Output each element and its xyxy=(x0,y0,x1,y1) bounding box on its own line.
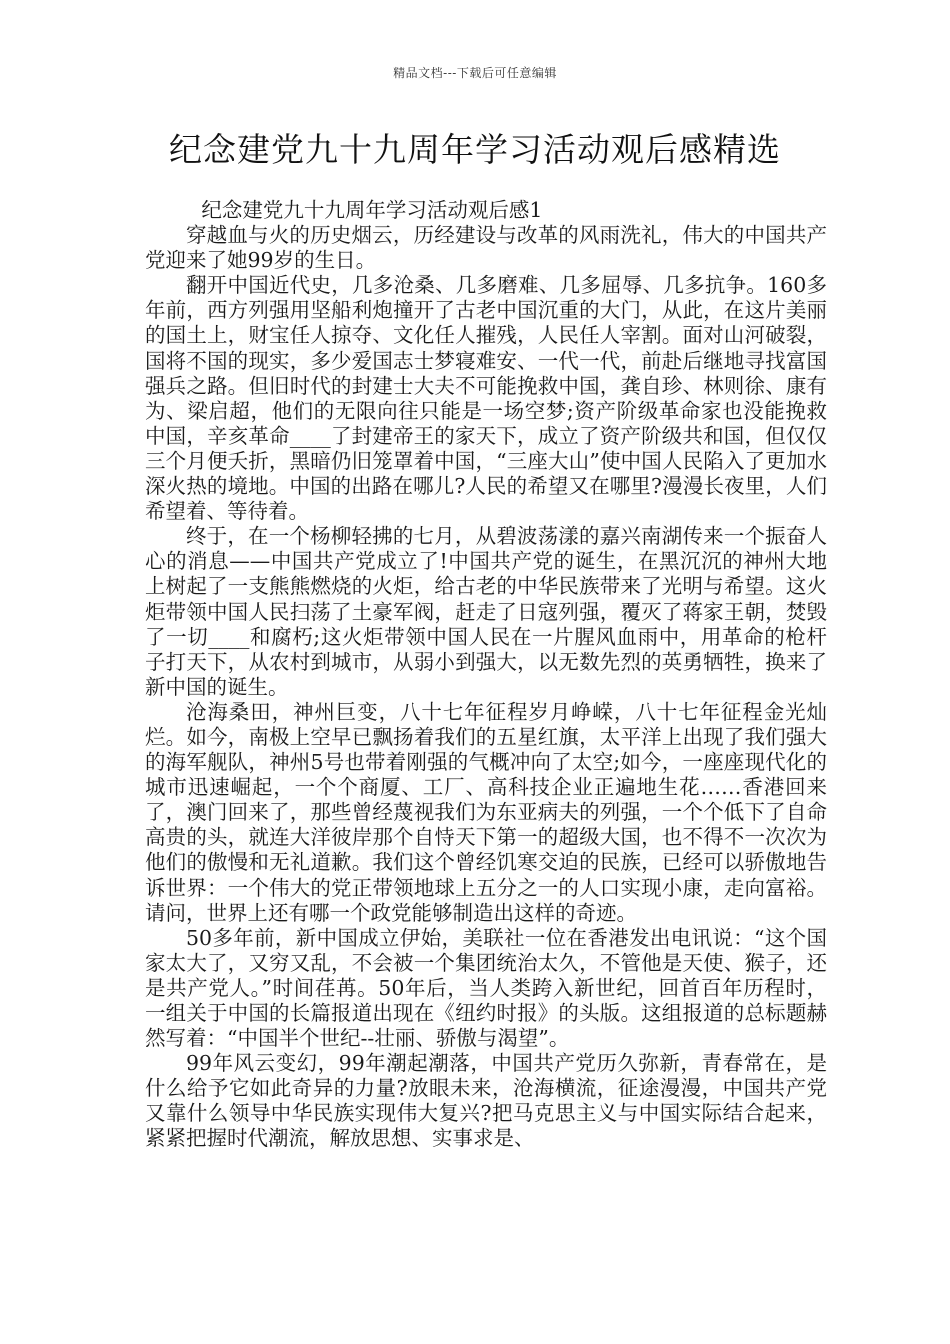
document-title: 纪念建党九十九周年学习活动观后感精选 xyxy=(169,130,781,169)
paragraph: 终于，在一个杨柳轻拂的七月，从碧波荡漾的嘉兴南湖传来一个振奋人心的消息——中国共产党成立了!中国共产党的诞生，在黑沉沉的神州大地上树起了一支熊熊燃烧的火炬，给古老的中华民族带来了光明与希望。这火炬带领中国人民扫荡了土豪军阀，赶走了日寇列强，覆灭了蒋家王朝，焚毁了一切____和腐朽;这火炬带领中国人民在一片腥风血雨中，用革命的枪杆子打天下，从农村到城市，从弱小到强大，以无数先烈的英勇牺牲，换来了新中国的诞生。 xyxy=(145,524,827,699)
header-note: 精品文档---下载后可任意编辑 xyxy=(393,66,557,80)
document-subtitle: 纪念建党九十九周年学习活动观后感1 xyxy=(201,198,543,222)
paragraph: 50多年前，新中国成立伊始，美联社一位在香港发出电讯说：“这个国家太大了，又穷又乱，不会被一个集团统治太久，不管他是天使、猴子，还是共产党人。”时间荏苒。50年后，当人类跨入新世纪，回首百年历程时，一组关于中国的长篇报道出现在《纽约时报》的头版。这组报道的总标题赫然写着：“中国半个世纪--壮丽、骄傲与渴望”。 xyxy=(145,925,827,1051)
document-body xyxy=(145,198,827,1152)
paragraph: 穿越血与火的历史烟云，历经建设与改革的风雨洗礼，伟大的中国共产党迎来了她99岁的生日。 xyxy=(145,223,827,273)
paragraph: 沧海桑田，神州巨变，八十七年征程岁月峥嵘，八十七年征程金光灿烂。如今，南极上空早已飘扬着我们的五星红旗，太平洋上出现了我们强大的海军舰队，神州5号也带着刚强的气概冲向了太空;如今，一座座现代化的城市迅速崛起，一个个商厦、工厂、高科技企业正遍地生花……香港回来了，澳门回来了，那些曾经蔑视我们为东亚病夫的列强，一个个低下了自命高贵的头，就连大洋彼岸那个自恃天下第一的超级大国，也不得不一次次为他们的傲慢和无礼道歉。我们这个曾经饥寒交迫的民族，已经可以骄傲地告诉世界：一个伟大的党正带领地球上五分之一的人口实现小康，走向富裕。请问，世界上还有哪一个政党能够制造出这样的奇迹。 xyxy=(145,699,827,925)
paragraph: 99年风云变幻，99年潮起潮落，中国共产党历久弥新，青春常在，是什么给予它如此奇异的力量?放眼未来，沧海横流，征途漫漫，中国共产党又靠什么领导中华民族实现伟大复兴?把马克思主义与中国实际结合起来，紧紧把握时代潮流，解放思想、实事求是、 xyxy=(145,1051,827,1151)
paragraph: 翻开中国近代史，几多沧桑、几多磨难、几多屈辱、几多抗争。160多年前，西方列强用坚船利炮撞开了古老中国沉重的大门，从此，在这片美丽的国土上，财宝任人掠夺、文化任人摧残，人民任人宰割。面对山河破裂，国将不国的现实，多少爱国志士梦寝难安、一代一代，前赴后继地寻找富国强兵之路。但旧时代的封建士大夫不可能挽救中国，龚自珍、林则徐、康有为、梁启超，他们的无限向往只能是一场空梦;资产阶级革命家也没能挽救中国，辛亥革命____了封建帝王的家天下，成立了资产阶级共和国，但仅仅三个月便夭折，黑暗仍旧笼罩着中国，“三座大山”使中国人民陷入了更加水深火热的境地。中国的出路在哪儿?人民的希望又在哪里?漫漫长夜里，人们希望着、等待着。 xyxy=(145,273,827,524)
